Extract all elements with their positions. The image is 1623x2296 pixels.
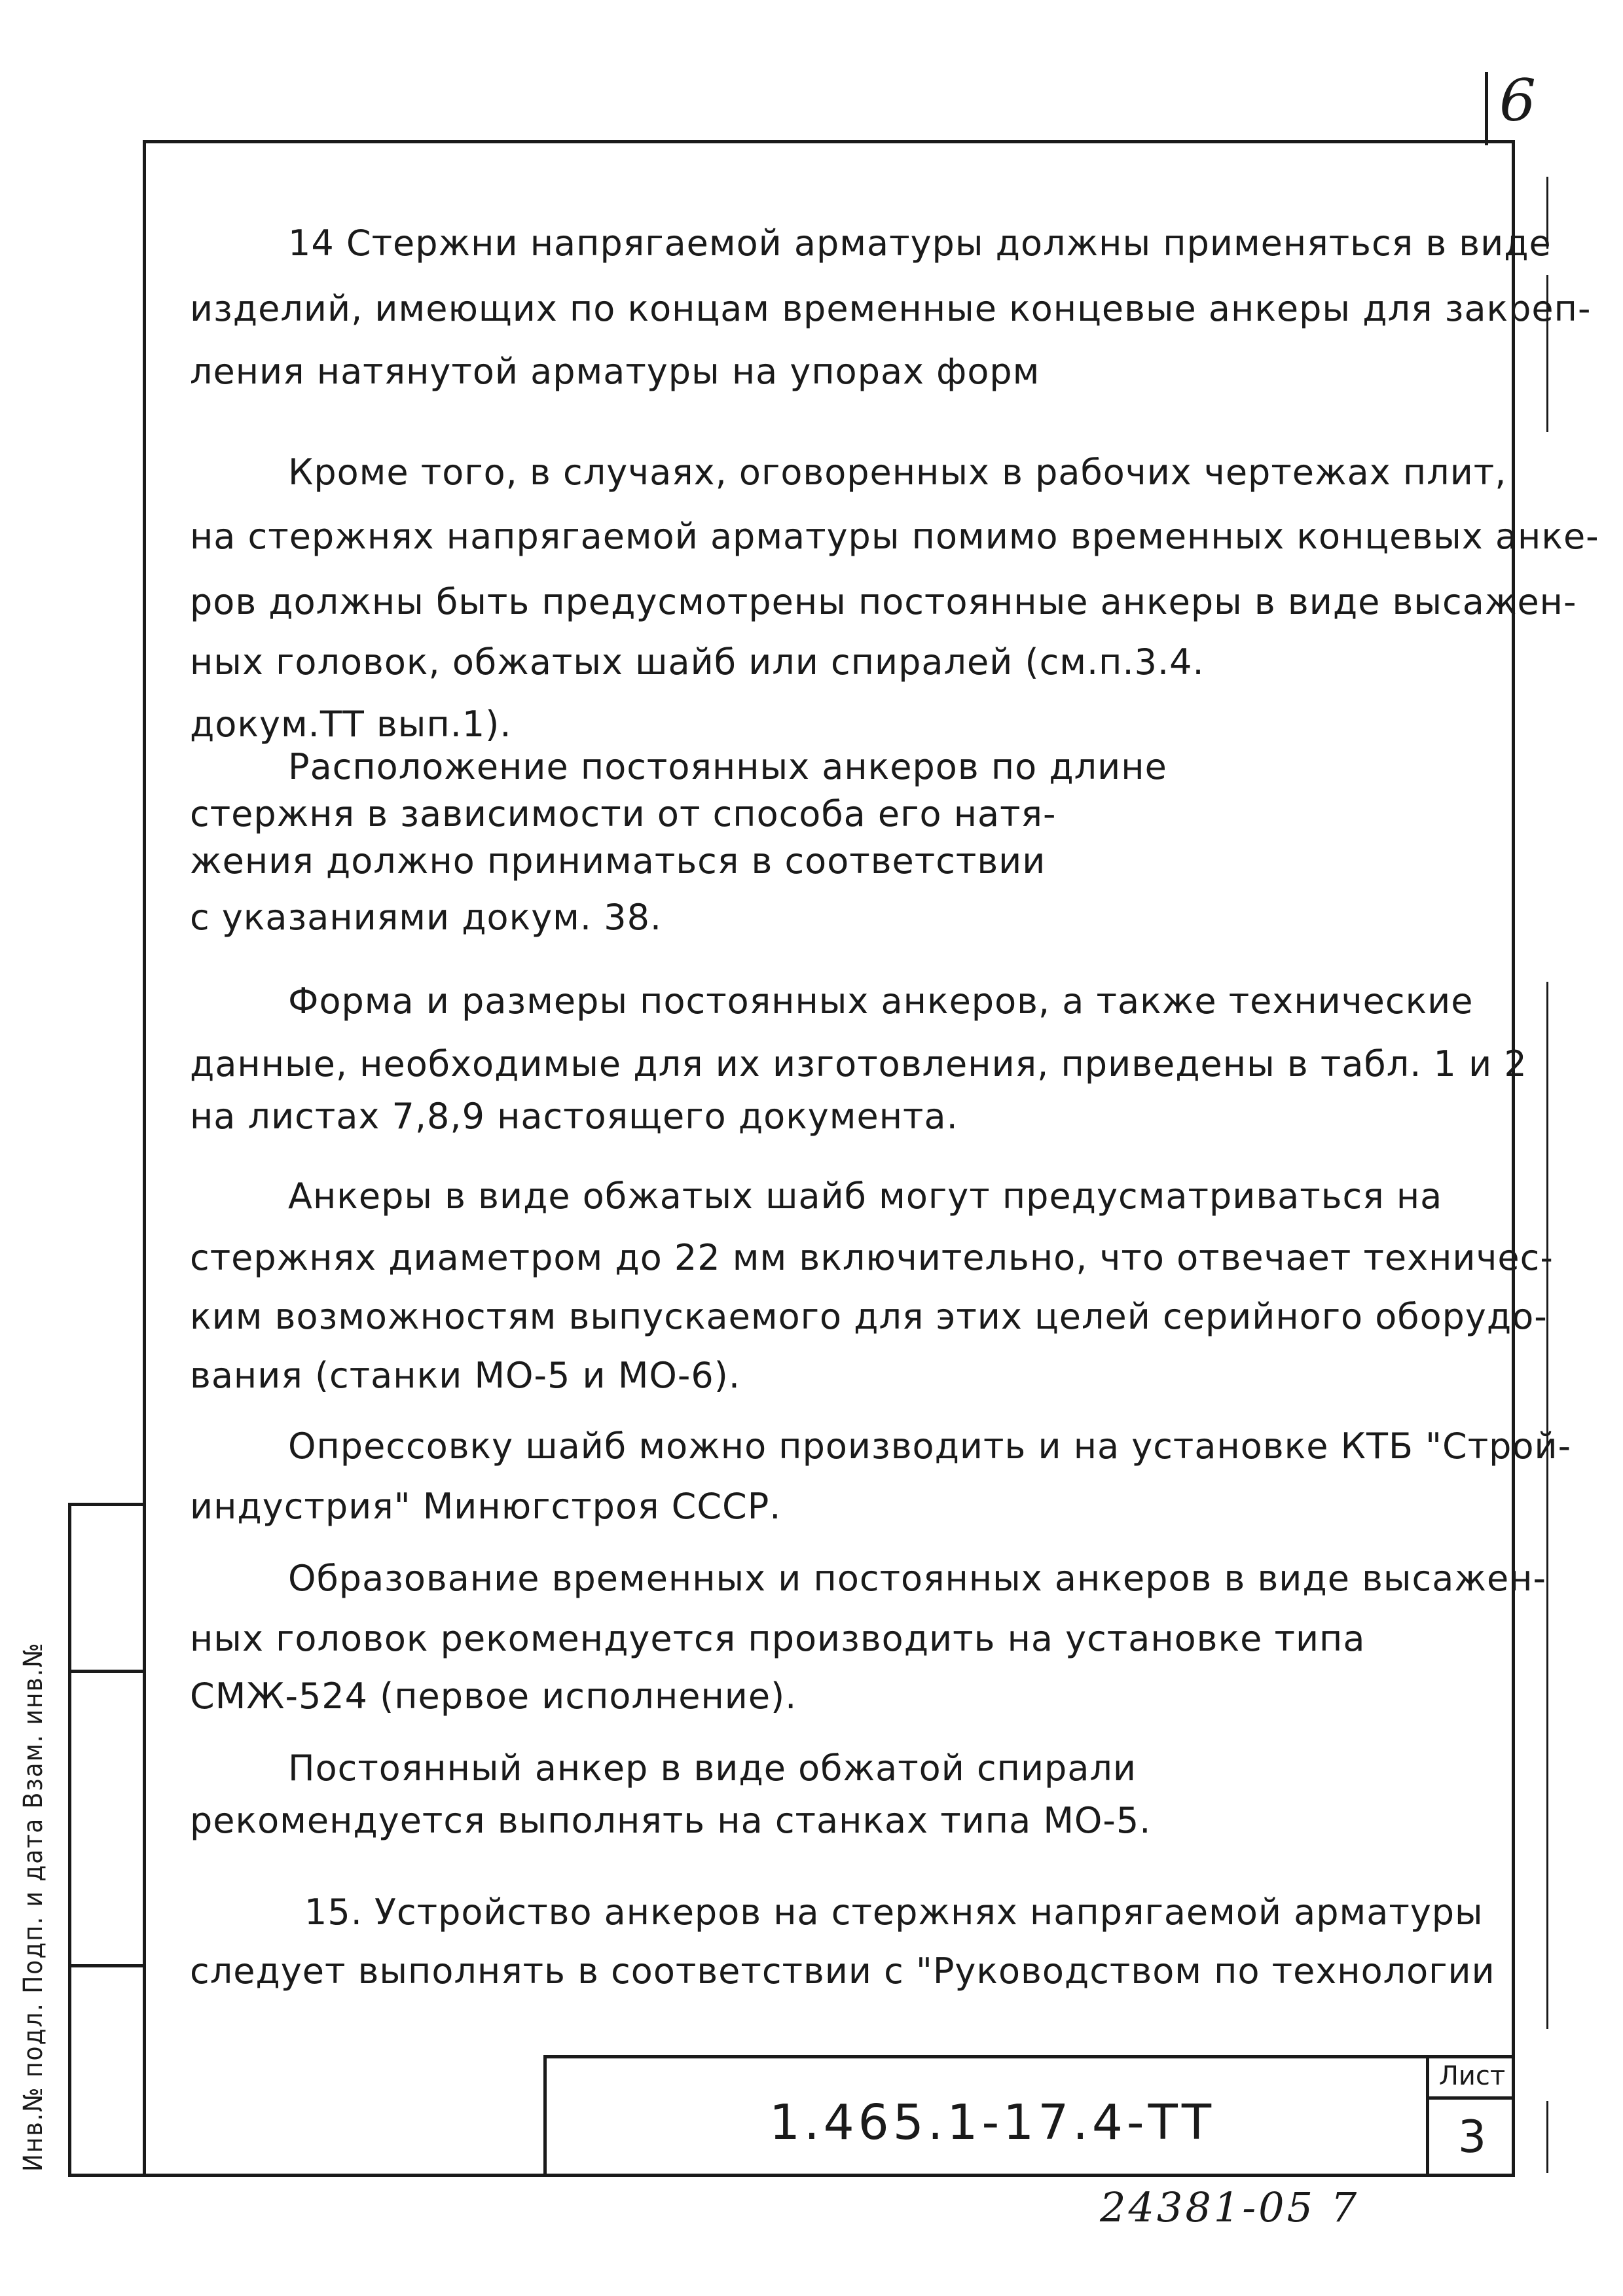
- text-line: Расположение постоянных анкеров по длине: [288, 746, 1167, 787]
- text-line: 14 Стержни напрягаемой арматуры должны применяться в виде: [288, 223, 1552, 264]
- text-line: докум.ТТ вып.1).: [190, 704, 512, 745]
- text-line: следует выполнять в соответствии с "Руководством по технологии: [190, 1950, 1495, 1992]
- text-line: Опрессовку шайб можно производить и на установке КТБ "Строй-: [288, 1426, 1572, 1467]
- text-line: ных головок, обжатых шайб или спиралей (см.п.3.4.: [190, 641, 1205, 683]
- corner-tick: [1485, 72, 1488, 145]
- margin-label: Инв.№ подл. Подп. и дата Взам. инв.№: [18, 1641, 48, 2172]
- sheet-label: Лист: [1429, 2055, 1515, 2100]
- text-line: жения должно приниматься в соответствии: [190, 840, 1046, 882]
- text-line: данные, необходимые для их изготовления, приведены в табл. 1 и 2: [190, 1043, 1527, 1085]
- edge-mark: [1546, 2101, 1548, 2173]
- text-line: вания (станки МО-5 и МО-6).: [190, 1355, 740, 1396]
- page-frame: [143, 140, 1515, 2177]
- text-line: на стержнях напрягаемой арматуры помимо временных концевых анке-: [190, 516, 1599, 557]
- margin-strip: [68, 1503, 143, 2177]
- margin-cell-divider: [71, 1964, 143, 1967]
- text-line: с указаниями докум. 38.: [190, 897, 663, 938]
- text-line: стержнях диаметром до 22 мм включительно, что отвечает техничес-: [190, 1237, 1554, 1278]
- text-line: Форма и размеры постоянных анкеров, а также технические: [288, 980, 1474, 1022]
- sheet-number: 3: [1457, 2111, 1487, 2163]
- text-line: изделий, имеющих по концам временные концевые анкеры для закреп-: [190, 288, 1592, 329]
- text-line: ных головок рекомендуется производить на установке типа: [190, 1618, 1366, 1659]
- text-line: индустрия" Минюгстроя СССР.: [190, 1486, 782, 1527]
- text-line: Анкеры в виде обжатых шайб могут предусматриваться на: [288, 1175, 1443, 1217]
- text-line: стержня в зависимости от способа его натя-: [190, 793, 1057, 834]
- document-code: 1.465.1-17.4-ТТ: [769, 2094, 1216, 2151]
- text-line: 15. Устройство анкеров на стержнях напрягаемой арматуры: [304, 1892, 1484, 1933]
- edge-mark: [1546, 982, 1548, 2029]
- text-line: ким возможностям выпускаемого для этих целей серийного оборудо-: [190, 1296, 1548, 1337]
- text-line: рекомендуется выполнять на станках типа МО-5.: [190, 1800, 1152, 1841]
- corner-page-number: 6: [1499, 67, 1536, 134]
- text-line: Постоянный анкер в виде обжатой спирали: [288, 1748, 1137, 1789]
- margin-cell-divider: [71, 1670, 143, 1673]
- text-line: Кроме того, в случаях, оговоренных в рабочих чертежах плит,: [288, 452, 1507, 493]
- text-line: на листах 7,8,9 настоящего документа.: [190, 1096, 958, 1137]
- text-line: Образование временных и постоянных анкеров в виде высажен-: [288, 1558, 1547, 1599]
- text-line: ления натянутой арматуры на упорах форм: [190, 351, 1040, 392]
- archive-number: 24381-05 7: [1100, 2183, 1360, 2231]
- text-line: СМЖ-524 (первое исполнение).: [190, 1676, 797, 1717]
- sheet-cell: [1426, 2055, 1515, 2177]
- text-line: ров должны быть предусмотрены постоянные анкеры в виде высажен-: [190, 581, 1577, 622]
